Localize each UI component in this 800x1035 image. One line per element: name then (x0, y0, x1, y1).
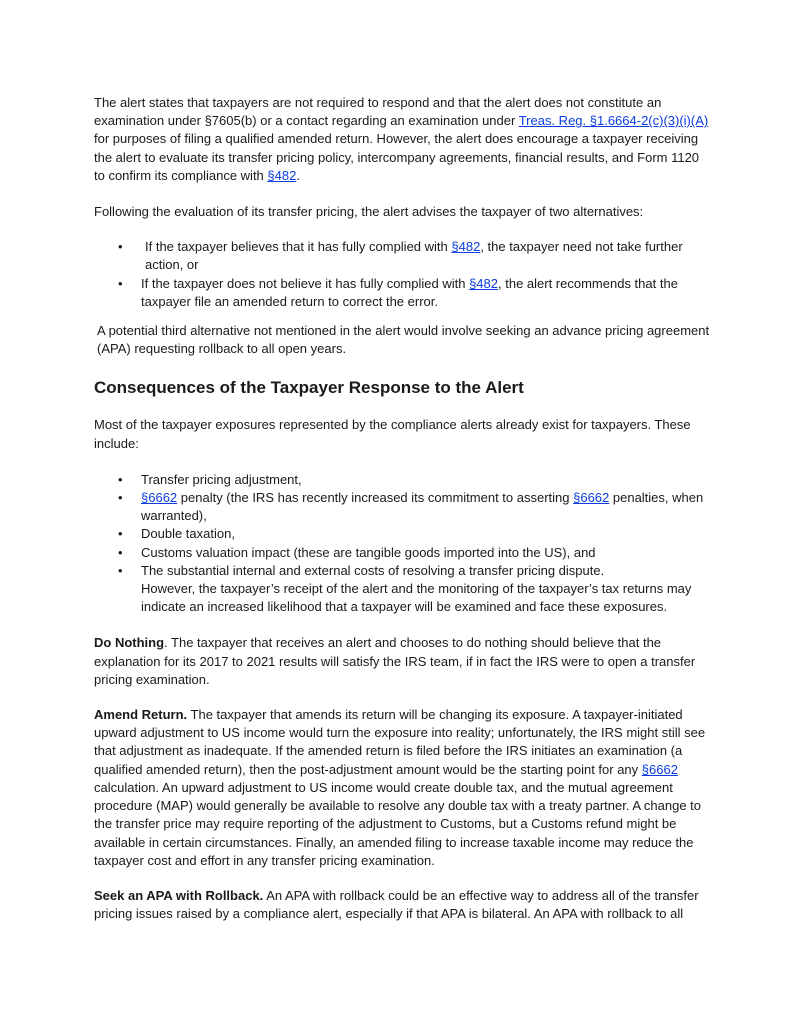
section-482-link[interactable]: §482 (267, 167, 297, 183)
bullet-icon: • (118, 526, 123, 542)
bullet-icon: • (118, 275, 123, 291)
list-item (94, 544, 710, 562)
do-nothing-title: Do Nothing (94, 635, 165, 651)
bullet-icon: • (118, 490, 123, 506)
amend-return-title: Amend Return. (94, 707, 188, 723)
amend-return-paragraph (94, 706, 710, 870)
section-482-link[interactable]: §482 (451, 239, 481, 255)
list-item (94, 275, 710, 311)
intro-text-end: . (296, 167, 300, 183)
intro-text: The alert states that taxpayers are not required to respond and that the alert does not constitute an examination under §7605(b) or a contact regarding an examination under (94, 95, 662, 129)
list-item (94, 471, 710, 489)
intro-paragraph (94, 94, 710, 185)
section-6662-link[interactable]: §6662 (141, 490, 178, 506)
bullet-icon: • (118, 562, 123, 578)
apa-title: Seek an APA with Rollback. (94, 887, 264, 903)
amend-return-text: The taxpayer that amends its return will be changing its exposure. A taxpayer-initiated upward adjustment to US income would turn the exposure into reality; unfortunately, the IRS might still see that adjustment as inadequate. If the amended return is filed before the IRS initiates an examination (a qualified amended return), then the post-adjustment amount would be the starting point for any (94, 707, 706, 777)
list-item-text: , the taxpayer need not take further action, or (145, 239, 683, 273)
do-nothing-text: . The taxpayer that receives an alert and chooses to do nothing should believe that the explanation for its 2017 to 2021 results will satisfy the IRS team, if in fact the IRS were to open a transfer pricing examination. (94, 635, 696, 687)
list-item-text: If the taxpayer does not believe it has fully complied with (141, 275, 470, 291)
section-heading: Consequences of the Taxpayer Response to the Alert (94, 378, 524, 398)
section-6662-link[interactable]: §6662 (641, 761, 678, 777)
section-482-link[interactable]: §482 (469, 275, 498, 291)
bullet-icon: • (118, 239, 123, 255)
document-page (94, 94, 710, 940)
bullet-icon: • (118, 471, 123, 487)
list-item-text: Customs valuation impact (these are tangible goods imported into the US), and (141, 544, 596, 560)
alternatives-list (94, 238, 710, 311)
exposures-followup: However, the taxpayer’s receipt of the alert and the monitoring of the taxpayer’s tax returns may indicate an increased likelihood that a taxpayer will be examined and face these exposures. (141, 581, 692, 615)
list-item (94, 562, 710, 580)
alternatives-intro: Following the evaluation of its transfer pricing, the alert advises the taxpayer of two alternatives: (94, 204, 644, 220)
apa-paragraph (94, 887, 710, 923)
amend-return-text-cont: calculation. An upward adjustment to US income would create double tax, and the mutual agreement procedure (MAP) would generally be available to resolve any double tax with a treaty partner. A change to the transfer price may require reporting of the adjustment to Customs, but a Customs refund might be available in certain circumstances. Finally, an amended filing to increase taxable income may reduce the taxpayer cost and effort in any transfer pricing examination. (94, 779, 702, 868)
list-item-text: The substantial internal and external costs of resolving a transfer pricing dispute. (141, 562, 605, 578)
list-item-text: penalty (the IRS has recently increased its commitment to asserting (177, 490, 574, 506)
do-nothing-paragraph (94, 634, 710, 689)
list-item-text: If the taxpayer believes that it has fully complied with (145, 239, 452, 255)
list-item-text: Double taxation, (141, 526, 235, 542)
section-6662-link[interactable]: §6662 (573, 490, 610, 506)
list-item-text: Transfer pricing adjustment, (141, 471, 302, 487)
bullet-icon: • (118, 544, 123, 560)
apa-text: An APA with rollback could be an effective way to address all of the transfer pricing issues raised by a compliance alert, especially if that APA is bilateral. An APA with rollback to all (94, 887, 699, 922)
treas-reg-link[interactable]: Treas. Reg. §1.6664-2(c)(3)(i)(A) (518, 113, 709, 129)
list-item (94, 238, 710, 274)
intro-text-cont: for purposes of filing a qualified amended return. However, the alert does encourage a taxpayer receiving the alert to evaluate its transfer pricing policy, intercompany agreements, financial results, and Form 1120 to confirm its compliance with (94, 131, 700, 183)
list-item (94, 489, 710, 525)
list-item (94, 525, 710, 543)
exposures-list (94, 471, 710, 580)
third-alternative-paragraph: A potential third alternative not mentioned in the alert would involve seeking an advance pricing agreement (APA) requesting rollback to all open years. (97, 323, 710, 357)
list-item-text: penalties, when warranted), (141, 490, 704, 524)
list-item-text: , the alert recommends that the taxpayer file an amended return to correct the error. (141, 275, 678, 309)
exposures-intro: Most of the taxpayer exposures represented by the compliance alerts already exist for taxpayers. These include: (94, 417, 691, 451)
